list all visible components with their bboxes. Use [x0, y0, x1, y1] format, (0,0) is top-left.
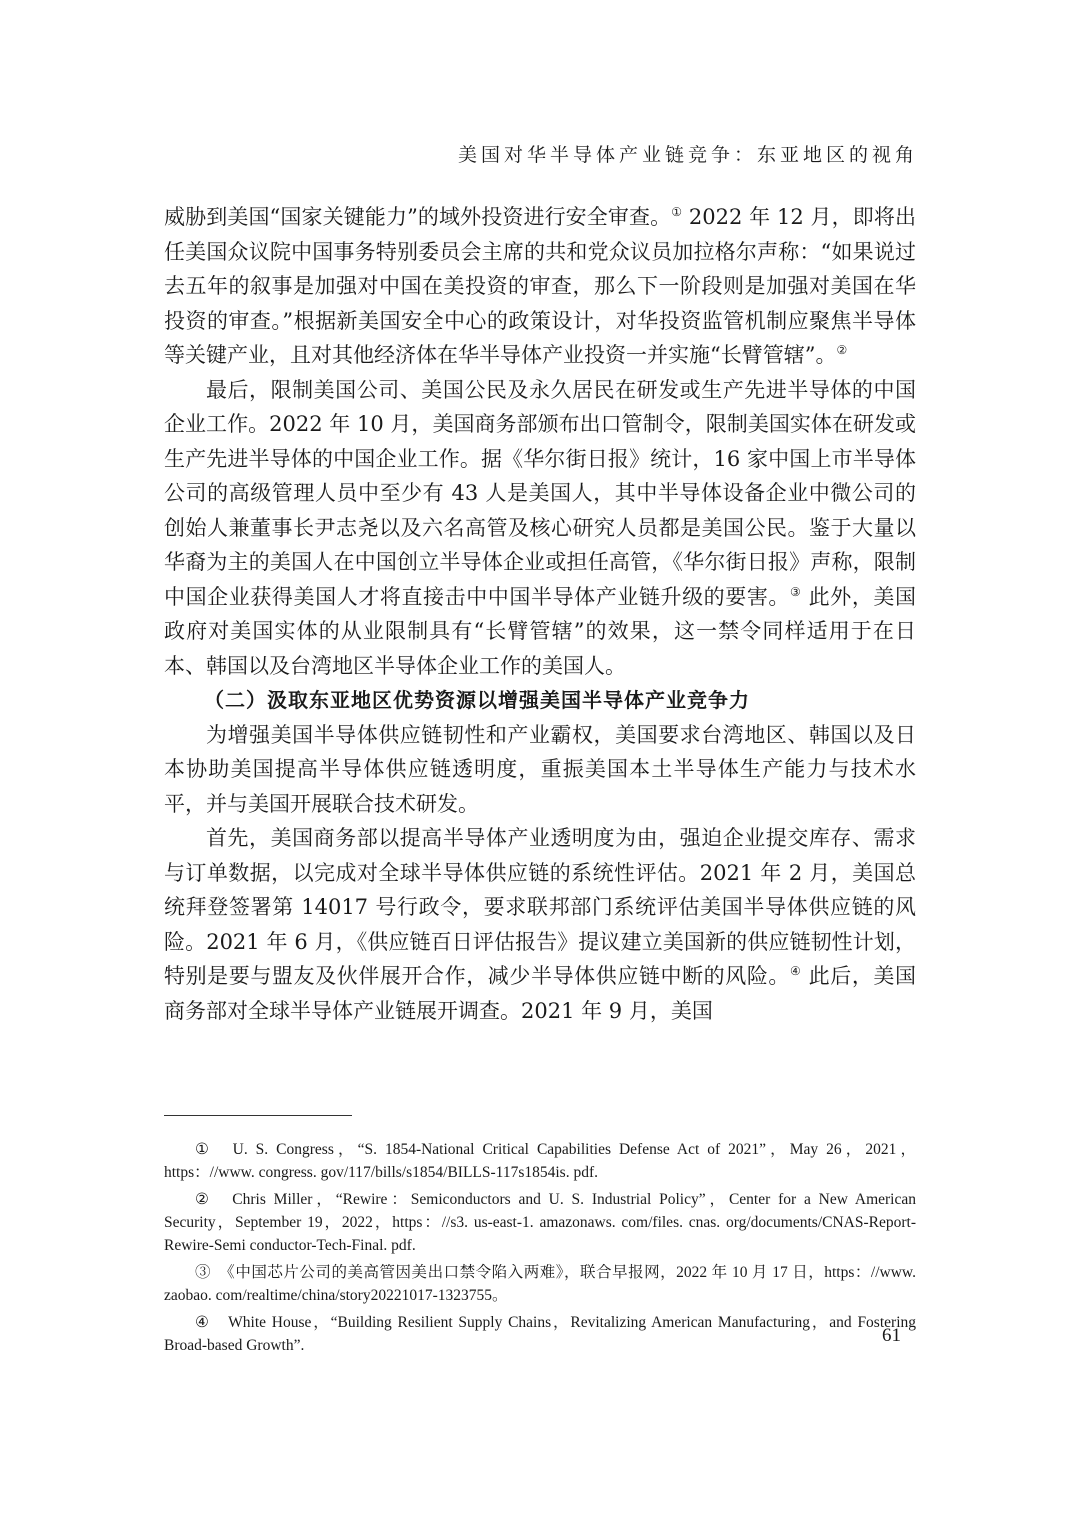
footnote-ref-3[interactable]: ③ — [790, 584, 802, 599]
footnote-ref-2[interactable]: ② — [836, 343, 848, 357]
paragraph-4 — [164, 821, 916, 1028]
paragraph-text: 威胁到美国“国家关键能力”的域外投资进行安全审查。 — [164, 205, 672, 229]
section-heading: （二）汲取东亚地区优势资源以增强美国半导体产业竞争力 — [204, 688, 750, 712]
paragraph-1 — [164, 200, 916, 373]
footnote-ref-1[interactable]: ① — [671, 205, 683, 219]
paragraph-3: 为增强美国半导体供应链韧性和产业霸权，美国要求台湾地区、韩国以及日本协助美国提高半导体供应链透明度，重振美国本土半导体生产能力与技术水平，并与美国开展联合技术研发。 — [164, 722, 916, 816]
paragraph-text: 此后，美国商务部对全球半导体产业链展开调查。2021 年 9 月，美国 — [164, 964, 917, 1023]
footnote-ref-4[interactable]: ④ — [790, 964, 802, 978]
footnote-divider — [164, 1115, 352, 1116]
footnote-3: ③ 《中国芯片公司的美高管因美出口禁令陷入两难》，联合早报网，2022 年 10 月 17 日，https：//www. zaobao. com/realtime/china/story20221017-1323755。 — [164, 1264, 916, 1304]
paragraph-text: 2022 年 12 月，即将出任美国众议院中国事务特别委员会主席的共和党众议员加拉格尔声称：“如果说过去五年的叙事是加强对中国在美投资的审查，那么下一阶段则是加强对美国在华投资的审查。”根据新美国安全中心的政策设计，对华投资监管机制应聚焦半导体等关键产业，且对其他经济体在华半导体产业投资一并实施“长臂管辖”。 — [164, 205, 916, 367]
footnote-4: ④ White House，“Building Resilient Supply Chains，Revitalizing American Manufacturing，and Fostering Broad-based Growth”. — [164, 1314, 916, 1354]
paragraph-2 — [164, 373, 916, 684]
running-header: 美国对华半导体产业链竞争：东亚地区的视角 — [457, 144, 918, 166]
footnote-2: ② Chris Miller，“Rewire：Semiconductors and U. S. Industrial Policy”，Center for a New American Security，September 19，2022，https：//s3. us-east-1. amazonaws. com/files. cnas. org/documents/CNAS-Report-Rewire-Semi conductor-Tech-Final. pdf. — [164, 1191, 916, 1254]
paragraph-text: 最后，限制美国公司、美国公民及永久居民在研发或生产先进半导体的中国企业工作。2022 年 10 月，美国商务部颁布出口管制令，限制美国实体在研发或生产先进半导体的中国企业工作。据《华尔街日报》统计，16 家中国上市半导体公司的高级管理人员中至少有 43 人是美国人，其中半导体设备企业中微公司的创始人兼董事长尹志尧以及六名高管及核心研究人员都是美国公民。鉴于大量以华裔为主的美国人在中国创立半导体企业或担任高管，《华尔街日报》声称，限制中国企业获得美国人才将直接击中中国半导体产业链升级的要害。 — [164, 377, 916, 609]
paragraph-text: 此外，美国政府对美国实体的从业限制具有“长臂管辖”的效果，这一禁令同样适用于在日本、韩国以及台湾地区半导体企业工作的美国人。 — [164, 584, 917, 678]
footnote-1: ① U. S. Congress，“S. 1854-National Critical Capabilities Defense Act of 2021”，May 26，2021，https：//www. congress. gov/117/bills/s1854/BILLS-117s1854is. pdf. — [164, 1141, 916, 1181]
page-number: 61 — [882, 1325, 901, 1346]
body-text — [164, 200, 916, 1028]
paragraph-text: 首先，美国商务部以提高半导体产业透明度为由，强迫企业提交库存、需求与订单数据，以完成对全球半导体供应链的系统性评估。2021 年 2 月，美国总统拜登签署第 14017 号行政令，要求联邦部门系统评估美国半导体供应链的风险。2021 年 6 月，《供应链百日评估报告》提议建立美国新的供应链韧性计划，特别是要与盟友及伙伴展开合作，减少半导体供应链中断的风险。 — [164, 826, 916, 988]
